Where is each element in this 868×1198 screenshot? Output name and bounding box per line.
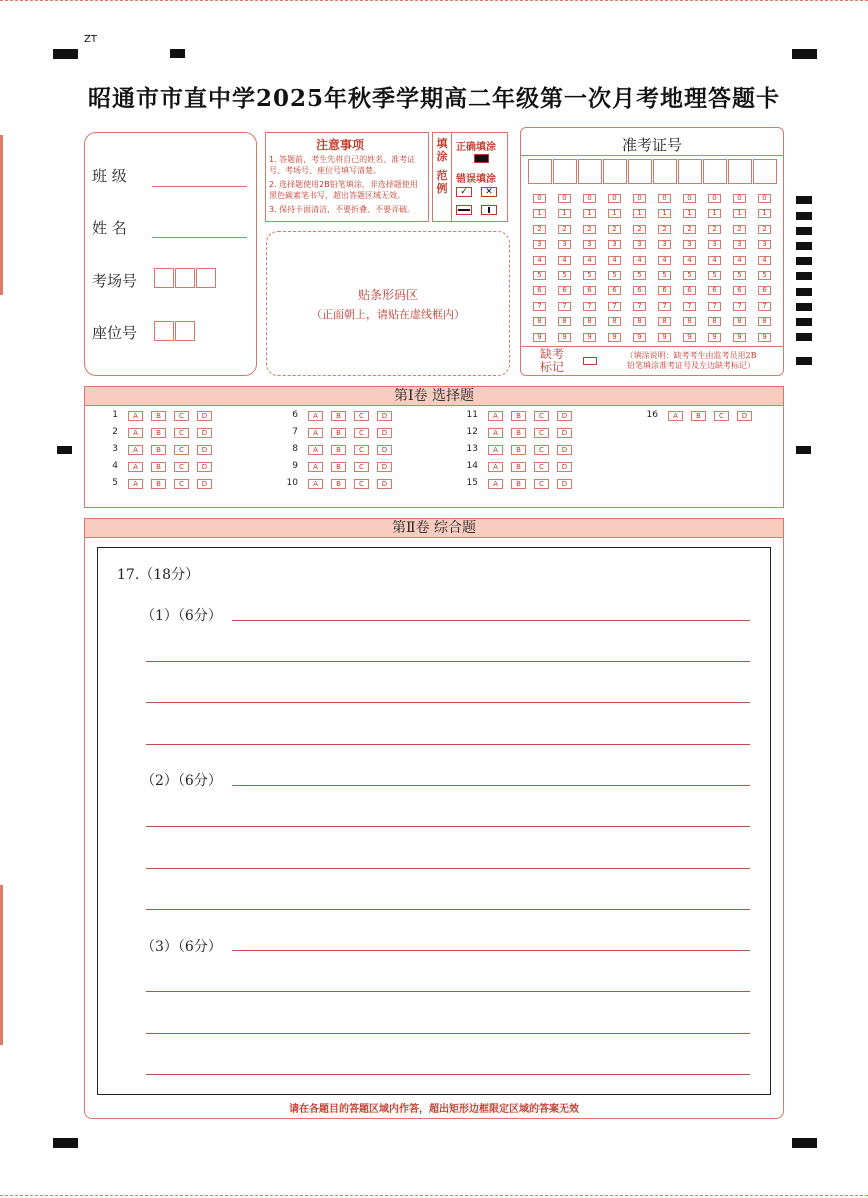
digit-bubble[interactable]: 8: [708, 317, 721, 326]
digit-bubble[interactable]: 2: [683, 225, 696, 234]
admission-digit-cell[interactable]: [553, 159, 577, 184]
digit-bubble[interactable]: 1: [608, 209, 621, 218]
digit-bubble[interactable]: 0: [533, 194, 546, 203]
option-bubble[interactable]: C: [174, 428, 189, 438]
digit-bubble[interactable]: 8: [608, 317, 621, 326]
timing-mark: [796, 227, 812, 235]
left-edge-bar: [0, 885, 3, 1045]
option-bubble[interactable]: B: [331, 462, 346, 472]
option-bubble[interactable]: D: [197, 445, 212, 455]
digit-bubble[interactable]: 6: [733, 286, 746, 295]
answer-line[interactable]: [146, 702, 750, 703]
fill-example-label: 填 涂 范 例: [436, 137, 448, 195]
question-number: 2: [112, 427, 118, 437]
digit-bubble[interactable]: 9: [708, 333, 721, 342]
digit-bubble[interactable]: 7: [533, 302, 546, 311]
digit-bubble[interactable]: 4: [533, 256, 546, 265]
digit-bubble[interactable]: 8: [533, 317, 546, 326]
digit-bubble[interactable]: 2: [633, 225, 646, 234]
section1-title: 第Ⅰ卷 选择题: [84, 386, 784, 406]
digit-bubble[interactable]: 1: [633, 209, 646, 218]
digit-bubble[interactable]: 5: [633, 271, 646, 280]
answer-line[interactable]: [232, 620, 750, 621]
wrong-fill-dash-icon: [456, 205, 472, 215]
timing-mark: [796, 333, 812, 341]
digit-bubble[interactable]: 7: [608, 302, 621, 311]
notice-item: 2. 选择题使用2B铅笔填涂，非选择题使用: [269, 180, 418, 189]
digit-bubble[interactable]: 8: [658, 317, 671, 326]
answer-area-warning: 请在各题目的答题区域内作答，超出矩形边框限定区域的答案无效: [289, 1104, 579, 1115]
question-number: 4: [112, 461, 118, 471]
notice-item: 号、考场号、座位号填写清楚。: [269, 166, 381, 175]
barcode-title: 贴条形码区: [357, 288, 418, 302]
option-bubble[interactable]: C: [534, 411, 549, 421]
question-number: 13: [466, 444, 478, 454]
digit-bubble[interactable]: 0: [558, 194, 571, 203]
digit-bubble[interactable]: 1: [758, 209, 771, 218]
digit-bubble[interactable]: 0: [583, 194, 596, 203]
option-bubble[interactable]: B: [511, 462, 526, 472]
notice-item: 黑色碳素笔书写，超出答题区域无效。: [269, 191, 405, 200]
option-bubble[interactable]: A: [488, 462, 503, 472]
digit-bubble[interactable]: 9: [733, 333, 746, 342]
seat-cell[interactable]: [175, 321, 195, 341]
admission-digit-cell[interactable]: [728, 159, 752, 184]
option-bubble[interactable]: C: [354, 428, 369, 438]
option-bubble[interactable]: B: [151, 445, 166, 455]
digit-bubble[interactable]: 4: [708, 256, 721, 265]
option-bubble[interactable]: A: [308, 479, 323, 489]
absent-label: 缺考 标记: [540, 347, 565, 374]
digit-bubble[interactable]: 8: [633, 317, 646, 326]
q17-label: 17.（18分）: [117, 567, 200, 583]
option-bubble[interactable]: B: [511, 445, 526, 455]
option-bubble[interactable]: A: [128, 428, 143, 438]
digit-bubble[interactable]: 0: [633, 194, 646, 203]
option-bubble[interactable]: C: [534, 428, 549, 438]
option-bubble[interactable]: C: [534, 462, 549, 472]
digit-bubble[interactable]: 0: [758, 194, 771, 203]
question-number: 1: [112, 410, 118, 420]
digit-bubble[interactable]: 4: [733, 256, 746, 265]
digit-bubble[interactable]: 3: [733, 240, 746, 249]
digit-bubble[interactable]: 3: [658, 240, 671, 249]
digit-bubble[interactable]: 2: [583, 225, 596, 234]
option-bubble[interactable]: D: [557, 479, 572, 489]
option-bubble[interactable]: D: [197, 411, 212, 421]
digit-bubble[interactable]: 4: [758, 256, 771, 265]
timing-mark: [796, 288, 812, 296]
wrong-fill-check-icon: ✓: [456, 187, 472, 197]
digit-bubble[interactable]: 5: [758, 271, 771, 280]
option-bubble[interactable]: B: [511, 479, 526, 489]
admission-digit-cell[interactable]: [528, 159, 552, 184]
digit-bubble[interactable]: 6: [633, 286, 646, 295]
digit-bubble[interactable]: 6: [583, 286, 596, 295]
timing-mark: [796, 318, 812, 326]
digit-bubble[interactable]: 1: [533, 209, 546, 218]
digit-bubble[interactable]: 0: [658, 194, 671, 203]
digit-bubble[interactable]: 9: [758, 333, 771, 342]
digit-bubble[interactable]: 9: [683, 333, 696, 342]
digit-bubble[interactable]: 1: [558, 209, 571, 218]
option-bubble[interactable]: B: [151, 428, 166, 438]
digit-bubble[interactable]: 4: [558, 256, 571, 265]
option-bubble[interactable]: A: [128, 479, 143, 489]
admission-digit-cell[interactable]: [753, 159, 777, 184]
option-bubble[interactable]: B: [331, 428, 346, 438]
digit-bubble[interactable]: 5: [533, 271, 546, 280]
digit-bubble[interactable]: 5: [683, 271, 696, 280]
alignment-mark: [53, 1138, 78, 1148]
notice-title: 注意事项: [316, 138, 365, 152]
timing-mark: [796, 242, 812, 250]
digit-bubble[interactable]: 0: [733, 194, 746, 203]
digit-bubble[interactable]: 8: [583, 317, 596, 326]
wrong-fill-bar-icon: [481, 205, 497, 215]
digit-bubble[interactable]: 3: [558, 240, 571, 249]
form-code: ZT: [84, 34, 97, 45]
admission-title: 准考证号: [621, 136, 682, 154]
barcode-area: [266, 231, 510, 376]
digit-bubble[interactable]: 0: [683, 194, 696, 203]
timing-mark: [796, 212, 812, 220]
alignment-mark: [57, 446, 72, 454]
digit-bubble[interactable]: 4: [683, 256, 696, 265]
digit-bubble[interactable]: 5: [708, 271, 721, 280]
timing-mark: [796, 272, 812, 280]
left-edge-bar: [0, 135, 3, 295]
wrong-fill-label: 错误填涂: [456, 174, 496, 185]
option-bubble[interactable]: D: [377, 479, 392, 489]
option-bubble[interactable]: D: [377, 445, 392, 455]
option-bubble[interactable]: B: [511, 411, 526, 421]
digit-bubble[interactable]: 8: [683, 317, 696, 326]
question-number: 14: [466, 461, 478, 471]
option-bubble[interactable]: C: [354, 445, 369, 455]
exam-room-cell[interactable]: [175, 268, 195, 288]
digit-bubble[interactable]: 9: [558, 333, 571, 342]
option-bubble[interactable]: B: [331, 479, 346, 489]
digit-bubble[interactable]: 1: [733, 209, 746, 218]
admission-digit-cell[interactable]: [603, 159, 627, 184]
bottom-cut-line: [0, 1195, 868, 1197]
digit-bubble[interactable]: 7: [733, 302, 746, 311]
digit-bubble[interactable]: 8: [758, 317, 771, 326]
divider: [520, 155, 784, 156]
option-bubble[interactable]: C: [534, 445, 549, 455]
digit-bubble[interactable]: 5: [658, 271, 671, 280]
option-bubble[interactable]: A: [308, 462, 323, 472]
correct-fill-example: [474, 154, 489, 163]
wrong-fill-cross-icon: ✕: [481, 187, 497, 197]
name-label: 姓 名: [92, 219, 127, 237]
alignment-mark: [792, 49, 817, 59]
answer-line[interactable]: [232, 785, 750, 786]
digit-bubble[interactable]: 5: [583, 271, 596, 280]
option-bubble[interactable]: C: [174, 445, 189, 455]
option-bubble[interactable]: B: [151, 479, 166, 489]
q17-part2-label: （2）（6分）: [141, 773, 222, 789]
digit-bubble[interactable]: 7: [683, 302, 696, 311]
digit-bubble[interactable]: 9: [608, 333, 621, 342]
digit-bubble[interactable]: 3: [583, 240, 596, 249]
answer-line[interactable]: [146, 661, 750, 662]
answer-line[interactable]: [146, 991, 750, 992]
option-bubble[interactable]: D: [197, 428, 212, 438]
exam-room-cell[interactable]: [196, 268, 216, 288]
option-bubble[interactable]: C: [354, 411, 369, 421]
admission-digit-cell[interactable]: [703, 159, 727, 184]
absent-mark-bubble[interactable]: [583, 357, 597, 365]
option-bubble[interactable]: D: [557, 428, 572, 438]
option-bubble[interactable]: A: [488, 428, 503, 438]
option-bubble[interactable]: B: [151, 462, 166, 472]
exam-room-cell[interactable]: [154, 268, 174, 288]
option-bubble[interactable]: D: [377, 411, 392, 421]
digit-bubble[interactable]: 3: [533, 240, 546, 249]
digit-bubble[interactable]: 1: [658, 209, 671, 218]
digit-bubble[interactable]: 6: [658, 286, 671, 295]
option-bubble[interactable]: A: [488, 445, 503, 455]
question-number: 9: [292, 461, 298, 471]
option-bubble[interactable]: C: [354, 479, 369, 489]
timing-mark: [796, 357, 812, 365]
digit-bubble[interactable]: 8: [733, 317, 746, 326]
question-number: 15: [466, 478, 478, 488]
digit-bubble[interactable]: 7: [558, 302, 571, 311]
option-bubble[interactable]: A: [308, 445, 323, 455]
digit-bubble[interactable]: 9: [533, 333, 546, 342]
digit-bubble[interactable]: 7: [708, 302, 721, 311]
digit-bubble[interactable]: 1: [583, 209, 596, 218]
option-bubble[interactable]: D: [737, 411, 752, 421]
digit-bubble[interactable]: 5: [733, 271, 746, 280]
question-number: 12: [466, 427, 478, 437]
digit-bubble[interactable]: 2: [658, 225, 671, 234]
digit-bubble[interactable]: 4: [608, 256, 621, 265]
page-title: 昭通市市直中学2025年秋季学期高二年级第一次月考地理答题卡: [87, 85, 780, 112]
option-bubble[interactable]: D: [557, 462, 572, 472]
admission-digit-cell[interactable]: [578, 159, 602, 184]
digit-bubble[interactable]: 4: [658, 256, 671, 265]
alignment-mark: [796, 446, 811, 454]
option-bubble[interactable]: C: [174, 479, 189, 489]
option-bubble[interactable]: B: [691, 411, 706, 421]
option-bubble[interactable]: C: [174, 411, 189, 421]
q17-part3-label: （3）（6分）: [141, 939, 222, 955]
option-bubble[interactable]: A: [488, 479, 503, 489]
top-cut-line: [0, 0, 868, 2]
question-number: 6: [292, 410, 298, 420]
seat-cell[interactable]: [154, 321, 174, 341]
question-number: 11: [466, 410, 478, 420]
option-bubble[interactable]: B: [151, 411, 166, 421]
admission-digit-cell[interactable]: [628, 159, 652, 184]
seat-label: 座位号: [92, 324, 138, 342]
digit-bubble[interactable]: 6: [558, 286, 571, 295]
option-bubble[interactable]: A: [128, 462, 143, 472]
option-bubble[interactable]: D: [197, 479, 212, 489]
digit-bubble[interactable]: 8: [558, 317, 571, 326]
digit-bubble[interactable]: 3: [708, 240, 721, 249]
answer-line[interactable]: [146, 744, 750, 745]
digit-bubble[interactable]: 5: [608, 271, 621, 280]
option-bubble[interactable]: A: [308, 428, 323, 438]
digit-bubble[interactable]: 9: [583, 333, 596, 342]
option-bubble[interactable]: A: [128, 445, 143, 455]
option-bubble[interactable]: C: [714, 411, 729, 421]
alignment-mark: [792, 1138, 817, 1148]
question-number: 8: [292, 444, 298, 454]
digit-bubble[interactable]: 1: [683, 209, 696, 218]
question-number: 3: [112, 444, 118, 454]
digit-bubble[interactable]: 2: [533, 225, 546, 234]
answer-line[interactable]: [146, 1074, 750, 1075]
notice-item: 1. 答题前，考生先将自己的姓名、准考证: [269, 155, 416, 164]
digit-bubble[interactable]: 2: [733, 225, 746, 234]
option-bubble[interactable]: B: [331, 445, 346, 455]
answer-line[interactable]: [146, 868, 750, 869]
digit-bubble[interactable]: 4: [583, 256, 596, 265]
digit-bubble[interactable]: 0: [708, 194, 721, 203]
option-bubble[interactable]: D: [377, 462, 392, 472]
digit-bubble[interactable]: 6: [758, 286, 771, 295]
digit-bubble[interactable]: 7: [583, 302, 596, 311]
digit-bubble[interactable]: 3: [683, 240, 696, 249]
digit-bubble[interactable]: 2: [708, 225, 721, 234]
option-bubble[interactable]: D: [557, 445, 572, 455]
answer-line[interactable]: [146, 909, 750, 910]
digit-bubble[interactable]: 6: [708, 286, 721, 295]
digit-bubble[interactable]: 4: [633, 256, 646, 265]
digit-bubble[interactable]: 6: [683, 286, 696, 295]
digit-bubble[interactable]: 3: [633, 240, 646, 249]
option-bubble[interactable]: D: [557, 411, 572, 421]
option-bubble[interactable]: B: [331, 411, 346, 421]
name-field[interactable]: [152, 237, 247, 238]
digit-bubble[interactable]: 3: [758, 240, 771, 249]
absent-note: （填涂说明：缺考考生由监考员用2B 铅笔填涂准考证号及左边缺考标记）: [625, 351, 757, 370]
class-field[interactable]: [152, 186, 247, 187]
timing-mark: [796, 196, 812, 204]
digit-bubble[interactable]: 3: [608, 240, 621, 249]
answer-line[interactable]: [146, 1033, 750, 1034]
digit-bubble[interactable]: 9: [633, 333, 646, 342]
class-label: 班 级: [92, 167, 127, 185]
answer-line[interactable]: [146, 826, 750, 827]
timing-mark: [796, 257, 812, 265]
option-bubble[interactable]: D: [377, 428, 392, 438]
option-bubble[interactable]: C: [534, 479, 549, 489]
option-bubble[interactable]: B: [511, 428, 526, 438]
digit-bubble[interactable]: 9: [658, 333, 671, 342]
notice-item: 3. 保持卡面清洁，不要折叠、不要弄破。: [269, 205, 416, 214]
alignment-mark: [170, 49, 185, 58]
option-bubble[interactable]: C: [354, 462, 369, 472]
alignment-mark: [53, 49, 78, 59]
answer-frame: [97, 547, 771, 1095]
digit-bubble[interactable]: 6: [533, 286, 546, 295]
option-bubble[interactable]: A: [308, 411, 323, 421]
answer-line[interactable]: [232, 950, 750, 951]
admission-digit-cell[interactable]: [678, 159, 702, 184]
digit-bubble[interactable]: 2: [558, 225, 571, 234]
option-bubble[interactable]: A: [668, 411, 683, 421]
digit-bubble[interactable]: 1: [708, 209, 721, 218]
section2-title: 第Ⅱ卷 综合题: [84, 518, 784, 538]
option-bubble[interactable]: C: [174, 462, 189, 472]
digit-bubble[interactable]: 2: [758, 225, 771, 234]
digit-bubble[interactable]: 5: [558, 271, 571, 280]
q17-part1-label: （1）（6分）: [141, 608, 222, 624]
exam-room-label: 考场号: [92, 272, 138, 290]
option-bubble[interactable]: A: [128, 411, 143, 421]
option-bubble[interactable]: A: [488, 411, 503, 421]
timing-mark: [796, 303, 812, 311]
digit-bubble[interactable]: 7: [633, 302, 646, 311]
digit-bubble[interactable]: 2: [608, 225, 621, 234]
option-bubble[interactable]: D: [197, 462, 212, 472]
question-number: 5: [112, 478, 118, 488]
question-number: 16: [646, 410, 658, 420]
digit-bubble[interactable]: 7: [758, 302, 771, 311]
digit-bubble[interactable]: 6: [608, 286, 621, 295]
correct-fill-label: 正确填涂: [456, 142, 496, 153]
question-number: 10: [286, 478, 298, 488]
question-number: 7: [292, 427, 298, 437]
digit-bubble[interactable]: 0: [608, 194, 621, 203]
barcode-hint: （正面朝上，请贴在虚线框内）: [311, 308, 465, 321]
digit-bubble[interactable]: 7: [658, 302, 671, 311]
admission-digit-cell[interactable]: [653, 159, 677, 184]
